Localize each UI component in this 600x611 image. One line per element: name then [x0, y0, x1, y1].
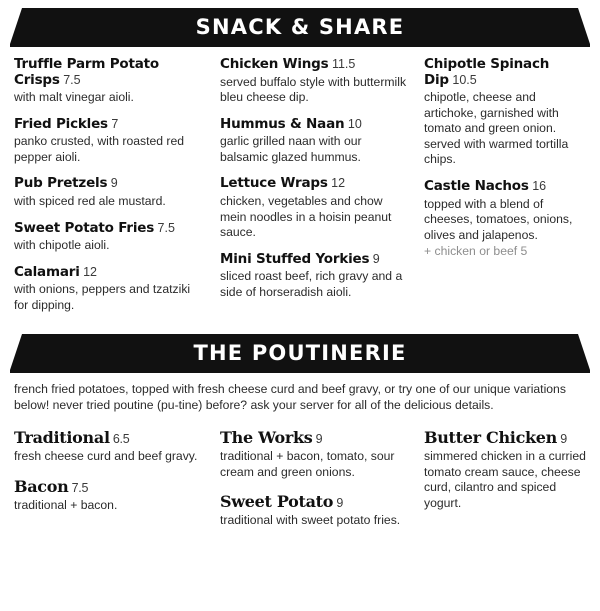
- menu-item-price: 10.5: [448, 72, 477, 87]
- menu-item-name: The Works 9: [220, 428, 323, 448]
- poutinerie-column-1: [14, 428, 206, 541]
- menu-item: [424, 179, 586, 260]
- menu-item-price: 11.5: [328, 57, 356, 71]
- menu-item: [14, 265, 206, 314]
- menu-item-description: fresh cheese curd and beef gravy.: [14, 449, 198, 464]
- section-header-poutinerie: THE POUTINERIE: [10, 334, 590, 373]
- snack-share-column-1: [14, 57, 206, 324]
- snack-share-column-3: [424, 57, 586, 324]
- section-header-snack-share: SNACK & SHARE: [10, 8, 590, 47]
- menu-item-name: Sweet Potato 9: [220, 492, 343, 512]
- menu-item-name: Butter Chicken 9: [424, 428, 567, 448]
- menu-item-description: chicken, vegetables and chow mein noodles in a hoisin peanut sauce.: [220, 193, 392, 240]
- menu-item: [424, 428, 586, 511]
- menu-item-name: Fried Pickles 7: [14, 115, 119, 132]
- menu-item-price: 12: [79, 264, 98, 279]
- menu-item-name: Hummus & Naan 10: [220, 115, 362, 132]
- menu-item-description: panko crusted, with roasted red pepper aioli.: [14, 134, 185, 164]
- menu-item-addon: + chicken or beef 5: [424, 244, 528, 259]
- menu-item-description: sliced roast beef, rich gravy and a side of horseradish aioli.: [220, 269, 403, 299]
- menu-item-name: Sweet Potato Fries 7.5: [14, 219, 175, 236]
- menu-item-price: 10: [344, 116, 362, 131]
- menu-item: [14, 176, 206, 209]
- menu-item-price: 9: [369, 251, 380, 266]
- menu-item-price: 7: [107, 116, 119, 131]
- menu-item-description: traditional + bacon, tomato, sour cream and green onions.: [220, 449, 395, 479]
- poutinerie-columns: [10, 418, 590, 541]
- menu-item-name: Mini Stuffed Yorkies 9: [220, 250, 380, 267]
- menu-item-name: Lettuce Wraps 12: [220, 175, 346, 192]
- poutinerie-column-2: [220, 428, 410, 541]
- menu-item-price: 7.5: [154, 220, 175, 235]
- menu-item-description: traditional with sweet potato fries.: [220, 513, 401, 528]
- menu-item-price: 16: [528, 179, 547, 194]
- menu-item-name: Bacon 7.5: [14, 476, 89, 496]
- menu-item: [14, 477, 206, 514]
- menu-item-description: served buffalo style with buttermilk bleu cheese dip.: [220, 74, 407, 105]
- menu-item-price: 9: [107, 176, 118, 191]
- menu-item: [220, 252, 410, 301]
- menu-item: [220, 176, 410, 240]
- menu-item-price: 9: [333, 496, 343, 511]
- menu-item: [14, 428, 206, 465]
- menu-item: [14, 117, 206, 166]
- menu-item-name: Traditional 6.5: [14, 428, 130, 448]
- menu-item: [220, 428, 410, 480]
- menu-item-name: Chipotle Spinach Dip 10.5: [424, 56, 550, 88]
- menu-item-description: with onions, peppers and tzatziki for dipping.: [14, 282, 191, 312]
- menu-item-name: Truffle Parm Potato Crisps 7.5: [14, 56, 159, 88]
- menu-item: [424, 57, 586, 168]
- poutinerie-column-3: [424, 428, 586, 541]
- menu-item-price: 9: [557, 432, 567, 447]
- menu-item-price: 6.5: [109, 432, 130, 447]
- menu-item-price: 12: [327, 176, 346, 191]
- menu-item-price: 9: [312, 432, 323, 447]
- menu-item: [220, 57, 410, 106]
- menu-item-description: simmered chicken in a curried tomato cream sauce, cheese curd, cilantro and spiced yogurt.: [424, 449, 586, 510]
- menu-item-description: chipotle, cheese and artichoke, garnished with tomato and green onion. served with warmed tortilla chips.: [424, 90, 569, 167]
- menu-item-description: with chipotle aioli.: [14, 238, 110, 253]
- menu-item: [220, 492, 410, 529]
- menu-item-name: Castle Nachos 16: [424, 178, 547, 195]
- menu-item: [14, 221, 206, 254]
- snack-share-columns: [10, 47, 590, 324]
- menu-item: [14, 57, 206, 106]
- menu-item-name: Calamari 12: [14, 263, 98, 280]
- menu-item-description: with spiced red ale mustard.: [14, 193, 166, 208]
- menu-item-name: Pub Pretzels 9: [14, 175, 118, 192]
- menu-item-description: topped with a blend of cheeses, tomatoes, onions, olives and jalapenos.: [424, 196, 573, 242]
- menu-item-name: Chicken Wings 11.5: [220, 56, 356, 72]
- menu-item: [220, 117, 410, 166]
- menu-item-price: 7.5: [59, 72, 81, 87]
- poutinerie-intro: french fried potatoes, topped with fresh cheese curd and beef gravy, or try one of our unique variations below! never tried poutine (pu-tine) before? ask your server for all of the delicious details.: [14, 382, 566, 413]
- menu-item-description: with malt vinegar aioli.: [14, 90, 134, 105]
- menu-item-price: 7.5: [68, 480, 89, 495]
- menu-item-description: traditional + bacon.: [14, 497, 118, 512]
- menu-page: [0, 8, 600, 611]
- snack-share-column-2: [220, 57, 410, 324]
- menu-item-description: garlic grilled naan with our balsamic glazed hummus.: [220, 134, 362, 164]
